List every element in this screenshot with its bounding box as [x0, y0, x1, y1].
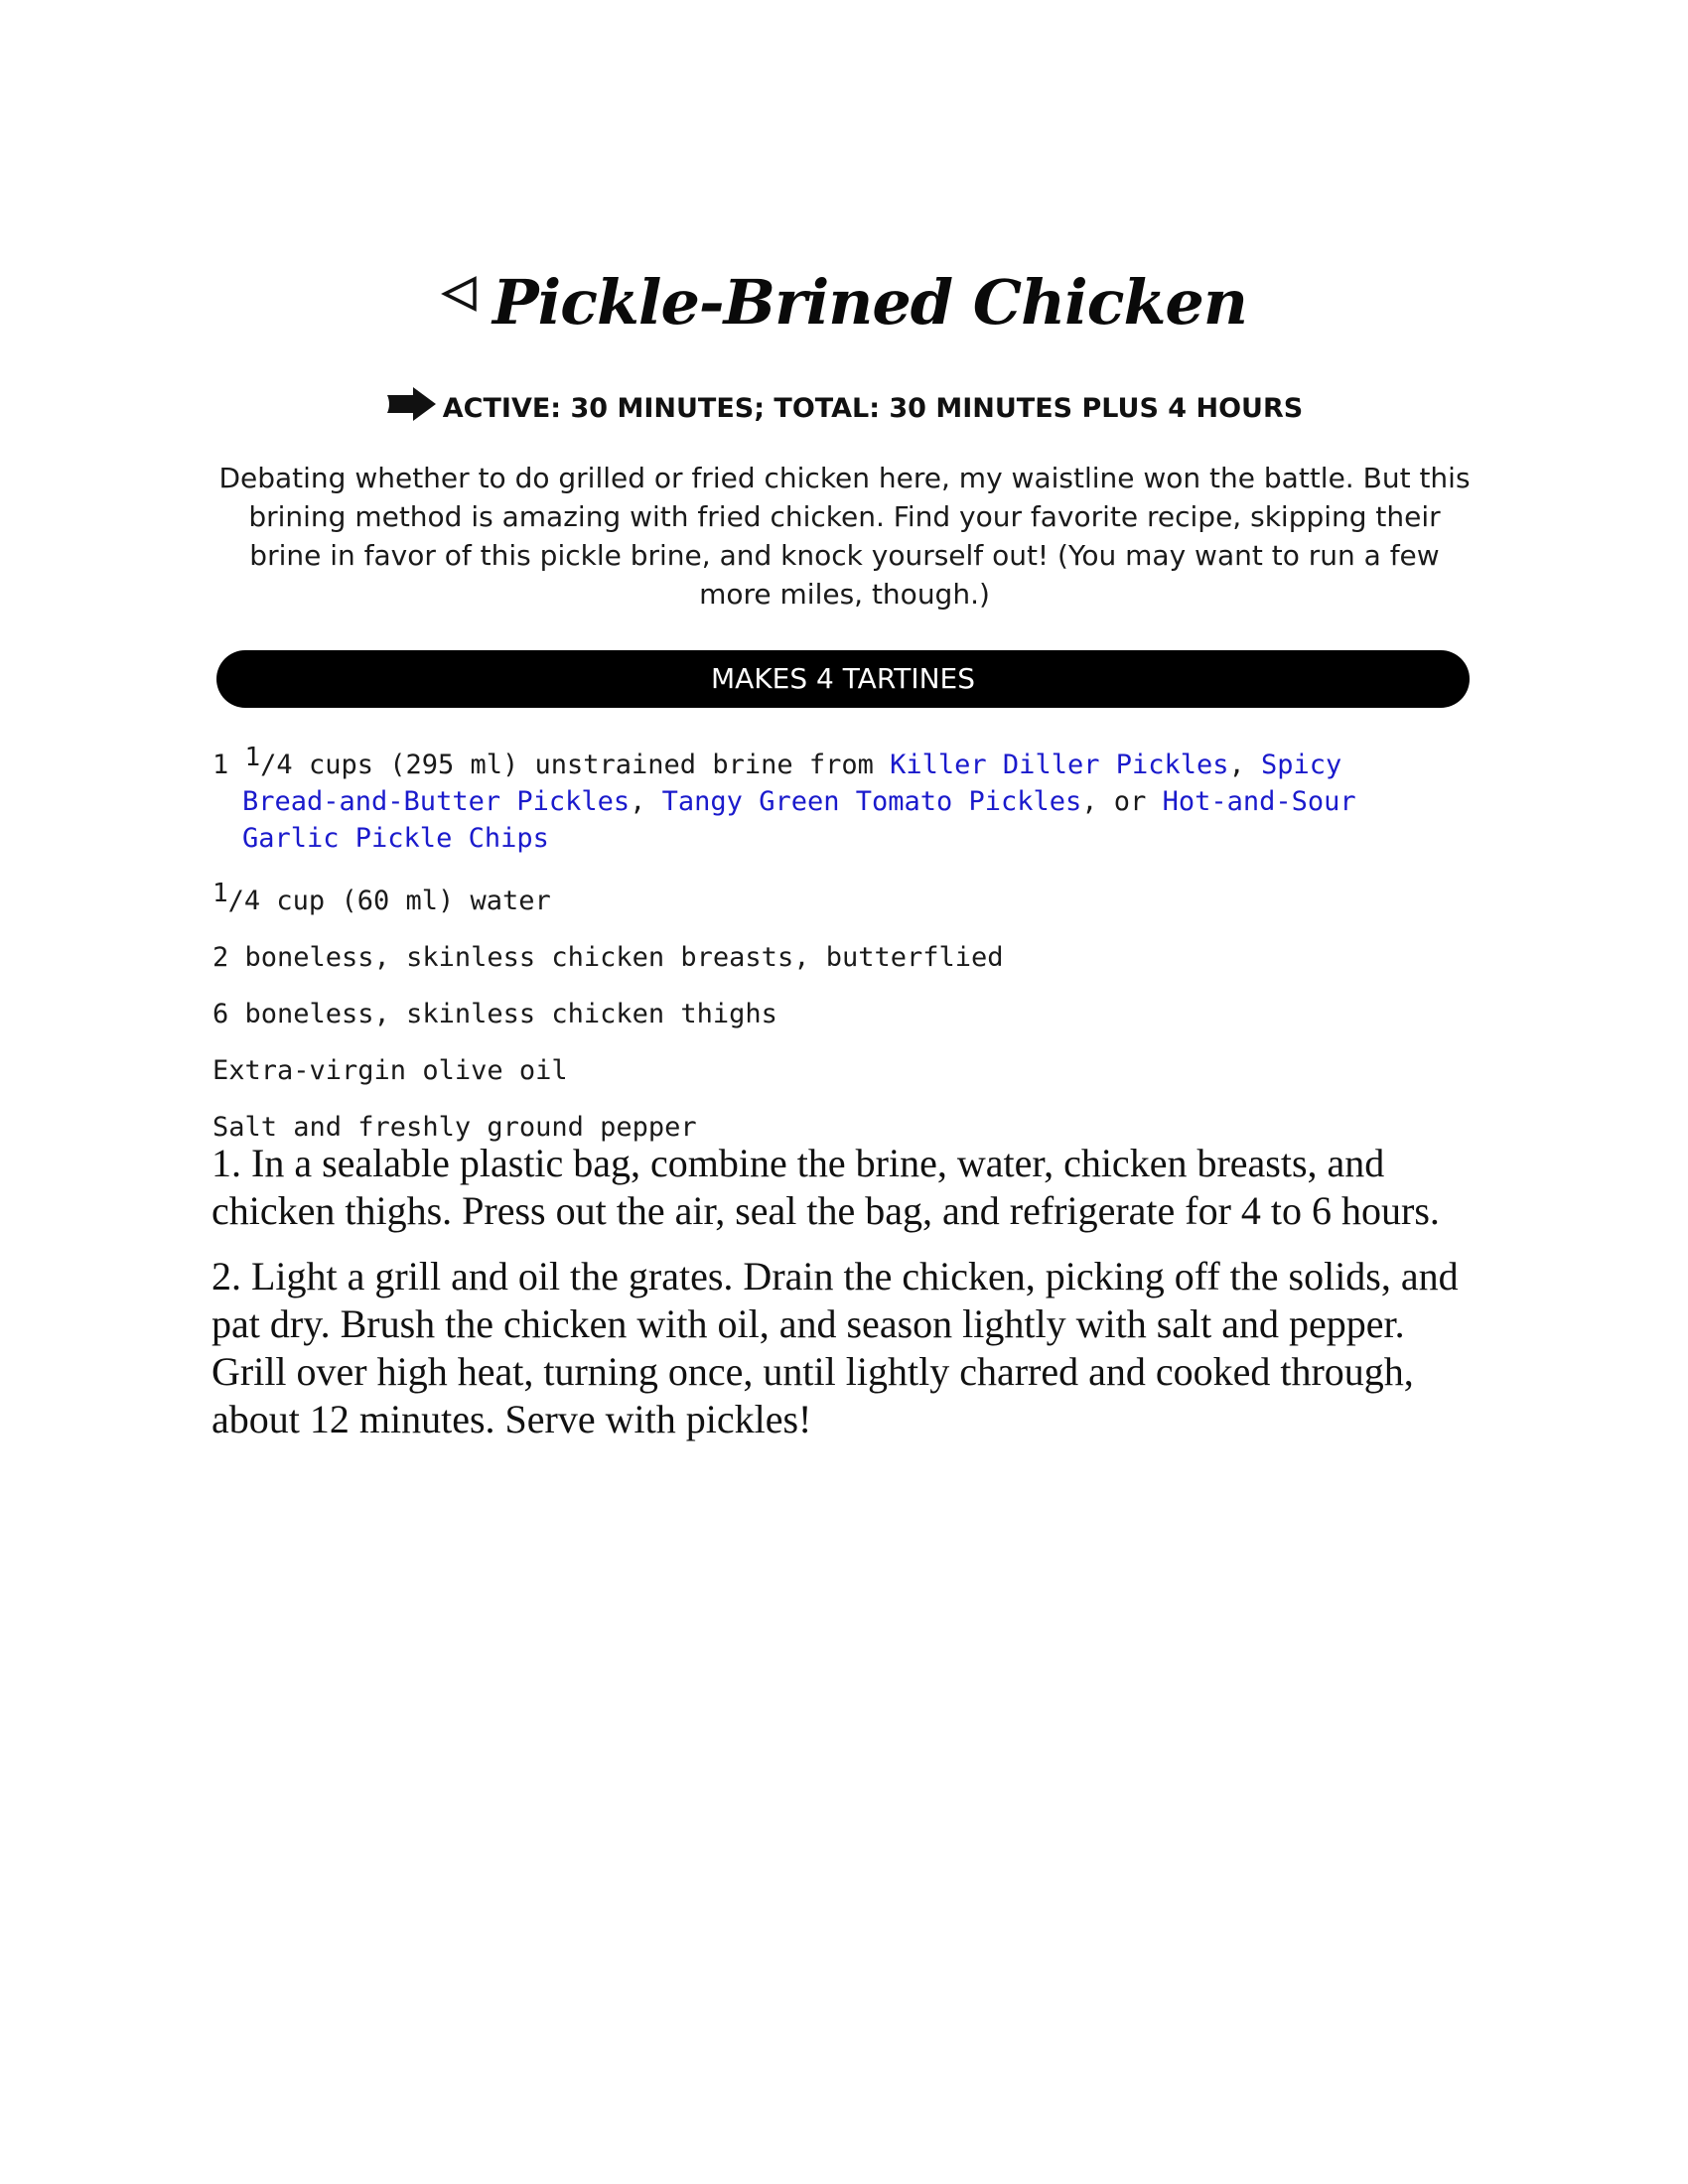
ingredient-item: 6 boneless, skinless chicken thighs	[212, 999, 777, 1029]
brine-sep-3: , or	[1081, 786, 1163, 817]
water-fraction-num: 1	[212, 879, 228, 908]
method-steps	[211, 1140, 1482, 1461]
ingredient-item: Extra-virgin olive oil	[212, 1055, 568, 1086]
ingredient-brine	[212, 743, 1454, 857]
link-tangy-green-tomato-pickles[interactable]: Tangy Green Tomato Pickles	[661, 786, 1082, 817]
step-2: 2. Light a grill and oil the grates. Drain the chicken, picking off the solids, and pat dry. Brush the chicken with oil, and season lightly with salt and pepper. Grill over high heat, turning once, until lightly charred and cooked through, about 12 minutes. Serve with pickles!	[211, 1254, 1459, 1441]
title-row	[0, 266, 1688, 339]
link-spicy-bread-and-butter-pickles[interactable]: Spicy Bread-and-Butter Pickles	[242, 750, 1342, 817]
ingredient-item: 2 boneless, skinless chicken breasts, butterflied	[212, 942, 1004, 973]
timing-text: ACTIVE: 30 MINUTES; TOTAL: 30 MINUTES PLUS 4 HOURS	[442, 393, 1304, 424]
step-1: 1. In a sealable plastic bag, combine the brine, water, chicken breasts, and chicken thighs. Press out the air, seal the bag, and refrigerate for 4 to 6 hours.	[211, 1141, 1440, 1233]
ingredient-list	[212, 743, 1454, 1165]
brine-whole: 1	[212, 750, 245, 780]
link-hot-and-sour-garlic-pickle-chips[interactable]: Hot-and-Sour Garlic Pickle Chips	[242, 786, 1356, 854]
arrow-right-icon	[385, 386, 437, 427]
brine-rest: /4 cups (295 ml) unstrained brine from	[260, 750, 891, 780]
yield-text: MAKES 4 TARTINES	[710, 662, 976, 695]
back-triangle-icon[interactable]	[441, 276, 479, 317]
ingredient-water	[212, 879, 1454, 919]
yield-bar	[216, 650, 1470, 708]
water-rest: /4 cup (60 ml) water	[227, 886, 551, 916]
link-killer-diller-pickles[interactable]: Killer Diller Pickles	[890, 750, 1229, 780]
ingredient-item: Salt and freshly ground pepper	[212, 1112, 697, 1143]
brine-sep-2: ,	[630, 786, 662, 817]
brine-sep-1: ,	[1228, 750, 1262, 780]
recipe-title: Pickle-Brined Chicken	[492, 266, 1247, 339]
recipe-intro: Debating whether to do grilled or fried chicken here, my waistline won the battle. But this brining method is amazing with fried chicken. Find your favorite recipe, skipping their brine in favor of this pickle brine, and knock yourself out! (You may want to run a few more miles, though.)	[218, 462, 1471, 611]
timing-row	[0, 388, 1688, 429]
brine-fraction-num: 1	[244, 743, 261, 772]
